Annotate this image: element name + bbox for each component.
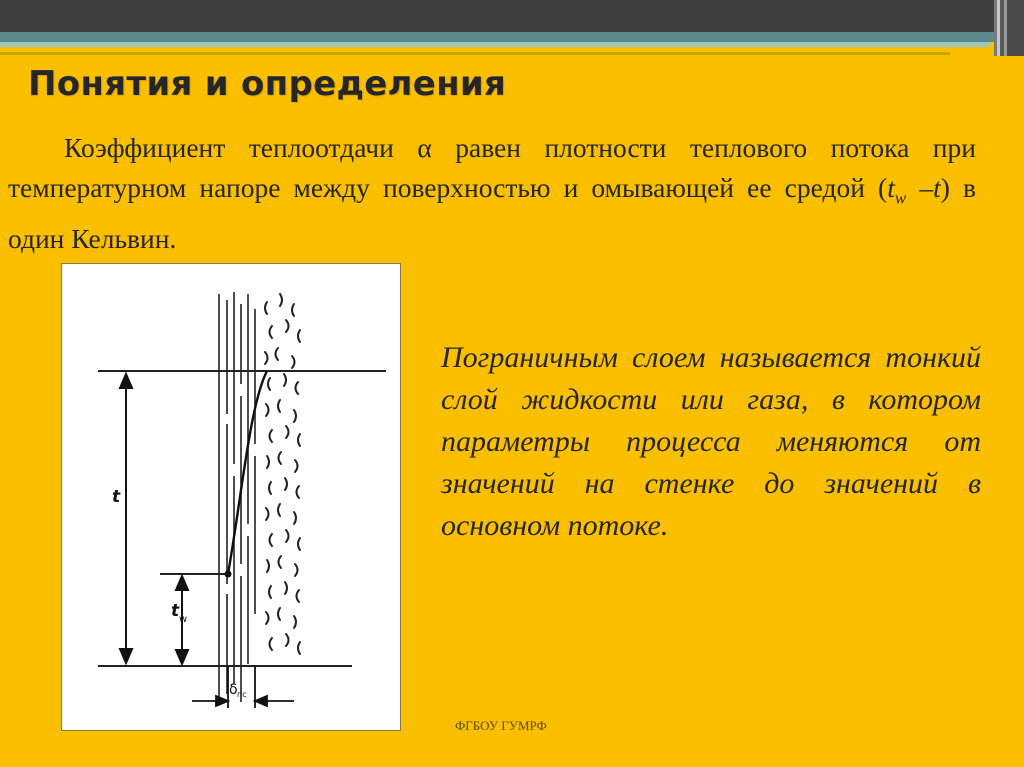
tw-label: t: [171, 601, 180, 621]
minus-sign: –: [906, 172, 934, 203]
definition-part1: Коэффициент теплоотдачи: [64, 132, 418, 163]
wall-hatching: [219, 292, 255, 704]
delta-dimension: [192, 666, 294, 708]
header-edge-decoration: [994, 0, 1024, 56]
boundary-layer-definition: Пограничным слоем называется тонкий слой жидкости или газа, в котором параметры процесса меняются от значений на стенке до значений в основном потоке.: [441, 341, 981, 542]
definition-part3: ) в один Кельвин.: [8, 172, 977, 254]
boundary-layer-figure: [61, 263, 401, 731]
header-stripe-teal: [0, 32, 1000, 42]
slide-title: Понятия и определения: [28, 64, 507, 104]
footer-organization: ФГБОУ ГУМРФ: [455, 718, 547, 733]
header-stripe-light: [0, 42, 990, 47]
boundary-layer-diagram: [62, 264, 400, 730]
alpha-symbol: α: [417, 132, 432, 163]
definition-part2: равен плотности теплового потока при температурном напоре между поверхностью и омывающей ее средой (: [8, 132, 976, 203]
delta-subscript-label: пс: [237, 690, 247, 699]
definition-paragraph: [8, 128, 976, 259]
tw-subscript-label: w: [179, 614, 188, 625]
flow-turbulence: [265, 294, 300, 654]
delta-label: δ: [229, 682, 238, 698]
w-subscript: w: [894, 188, 907, 208]
t-label: t: [112, 487, 121, 507]
t-symbol-2: t: [933, 172, 941, 203]
header-stripe-thin: [0, 52, 950, 55]
wall-point: [225, 571, 232, 578]
header-bar: [0, 0, 1024, 32]
t-dimension-arrow: [120, 374, 132, 663]
t-symbol: t: [887, 172, 895, 203]
